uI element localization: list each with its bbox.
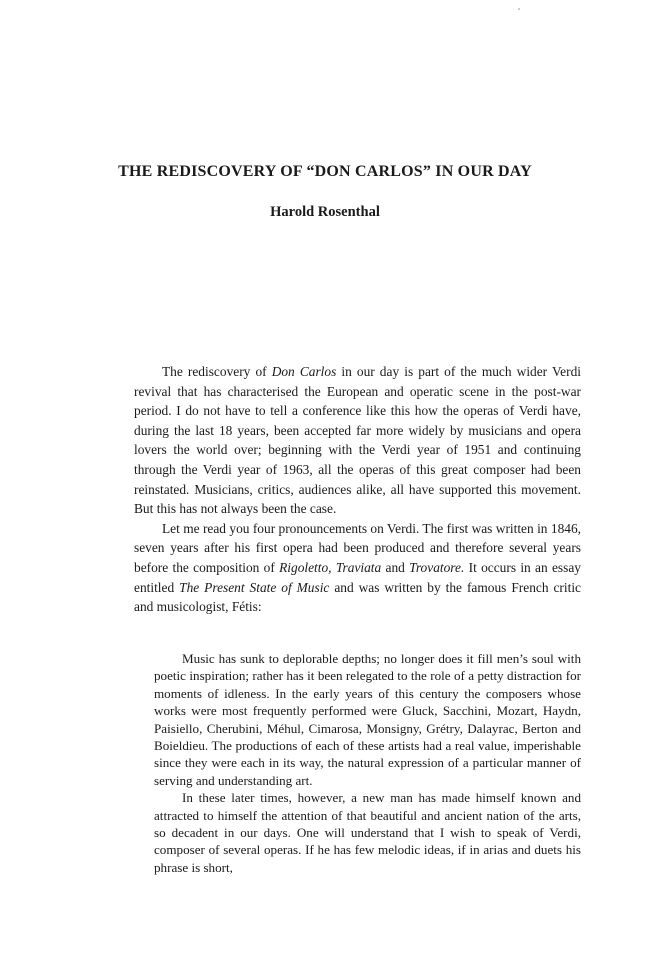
body-paragraph xyxy=(134,362,581,519)
block-quote xyxy=(154,650,581,876)
text-run: and was written by the famous French critic and musicologist, Fétis: xyxy=(134,579,581,615)
italic-title: Rigoletto, Traviata xyxy=(279,559,382,575)
italic-title: Trovatore. xyxy=(409,559,465,575)
text-run: Let me read you four pronouncements on Verdi. The first was written in 1846, seven years after his first opera had been produced and therefore several years before the composition of xyxy=(134,520,581,575)
quote-paragraph: In these later times, however, a new man has made himself known and attracted to himself the attention of that beautiful and ancient nation of the arts, so decadent in our days. One will understand that I wish to speak of Verdi, composer of several operas. If he has few melodic ideas, if in arias and duets his phrase is short, xyxy=(154,790,581,875)
text-run: and xyxy=(381,559,410,575)
article-body xyxy=(134,362,581,617)
text-run: It occurs in an essay entitled xyxy=(134,559,581,595)
text-run: in our day is part of the much wider Verdi revival that has characterised the European and operatic scene in the post-war period. I do not have to tell a conference like this how the operas of Verdi have, during the last 18 years, been accepted far more widely by musicians and opera lovers the world over; beginning with the Verdi year of 1951 and continuing through the Verdi year of 1963, all the operas of this great composer had been reinstated. Musicians, critics, audiences alike, all have supported this movement. But this has not always been the case. xyxy=(134,364,581,517)
article-title: THE REDISCOVERY OF “DON CARLOS” IN OUR DAY xyxy=(118,163,532,180)
body-paragraph xyxy=(134,519,581,617)
text-run: The rediscovery of xyxy=(162,364,272,379)
article-author: Harold Rosenthal xyxy=(270,204,380,220)
italic-title: Don Carlos xyxy=(271,364,337,379)
italic-title: The Present State of Music xyxy=(179,579,330,595)
scan-speck xyxy=(518,8,520,10)
quote-paragraph: Music has sunk to deplorable depths; no longer does it fill men’s soul with poetic inspiration; rather has it been relegated to the role of a petty distraction for moments of idleness. In the early years of this century the composers whose works were most frequently performed were Gluck, Sacchini, Mozart, Haydn, Paisiello, Cherubini, Méhul, Cimarosa, Monsigny, Grétry, Dalayrac, Berton and Boieldieu. The productions of each of these artists had a real value, imperishable since they were each in its way, the natural expression of a particular manner of serving and understanding art. xyxy=(154,651,581,788)
